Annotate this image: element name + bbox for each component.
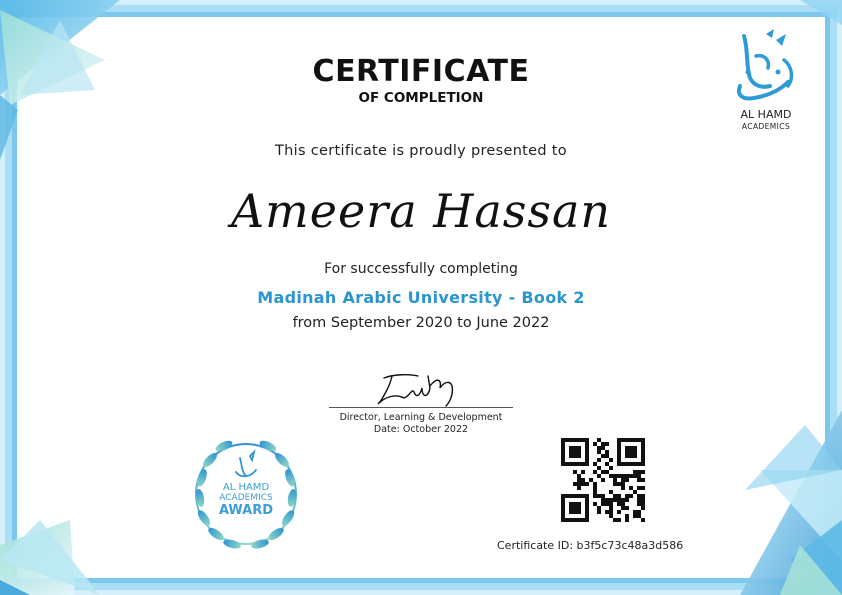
presented-text: This certificate is proudly presented to [275, 143, 567, 159]
qr-code-icon[interactable] [561, 438, 645, 522]
logo-text-line1: AL HAMD [740, 108, 792, 121]
certificate-title: CERTIFICATE [312, 54, 530, 89]
course-name: Madinah Arabic University - Book 2 [257, 288, 585, 307]
certificate-subtitle: OF COMPLETION [358, 90, 484, 106]
completion-text: For successfully completing [324, 261, 518, 277]
signature-icon [370, 366, 470, 408]
logo-text-line2: ACADEMICS [741, 122, 791, 131]
signatory-role: Director, Learning & Development [339, 412, 503, 423]
certificate-id: Certificate ID: b3f5c73c48a3d586 [497, 539, 684, 552]
signature-date: Date: October 2022 [373, 424, 469, 435]
badge-text-line3: AWARD [218, 503, 274, 518]
course-period: from September 2020 to June 2022 [292, 315, 550, 331]
badge-text-line1: AL HAMD [222, 482, 270, 493]
badge-text-line2: ACADEMICS [219, 493, 273, 503]
signature-line [329, 407, 513, 408]
recipient-name: Ameera Hassan [230, 184, 612, 238]
